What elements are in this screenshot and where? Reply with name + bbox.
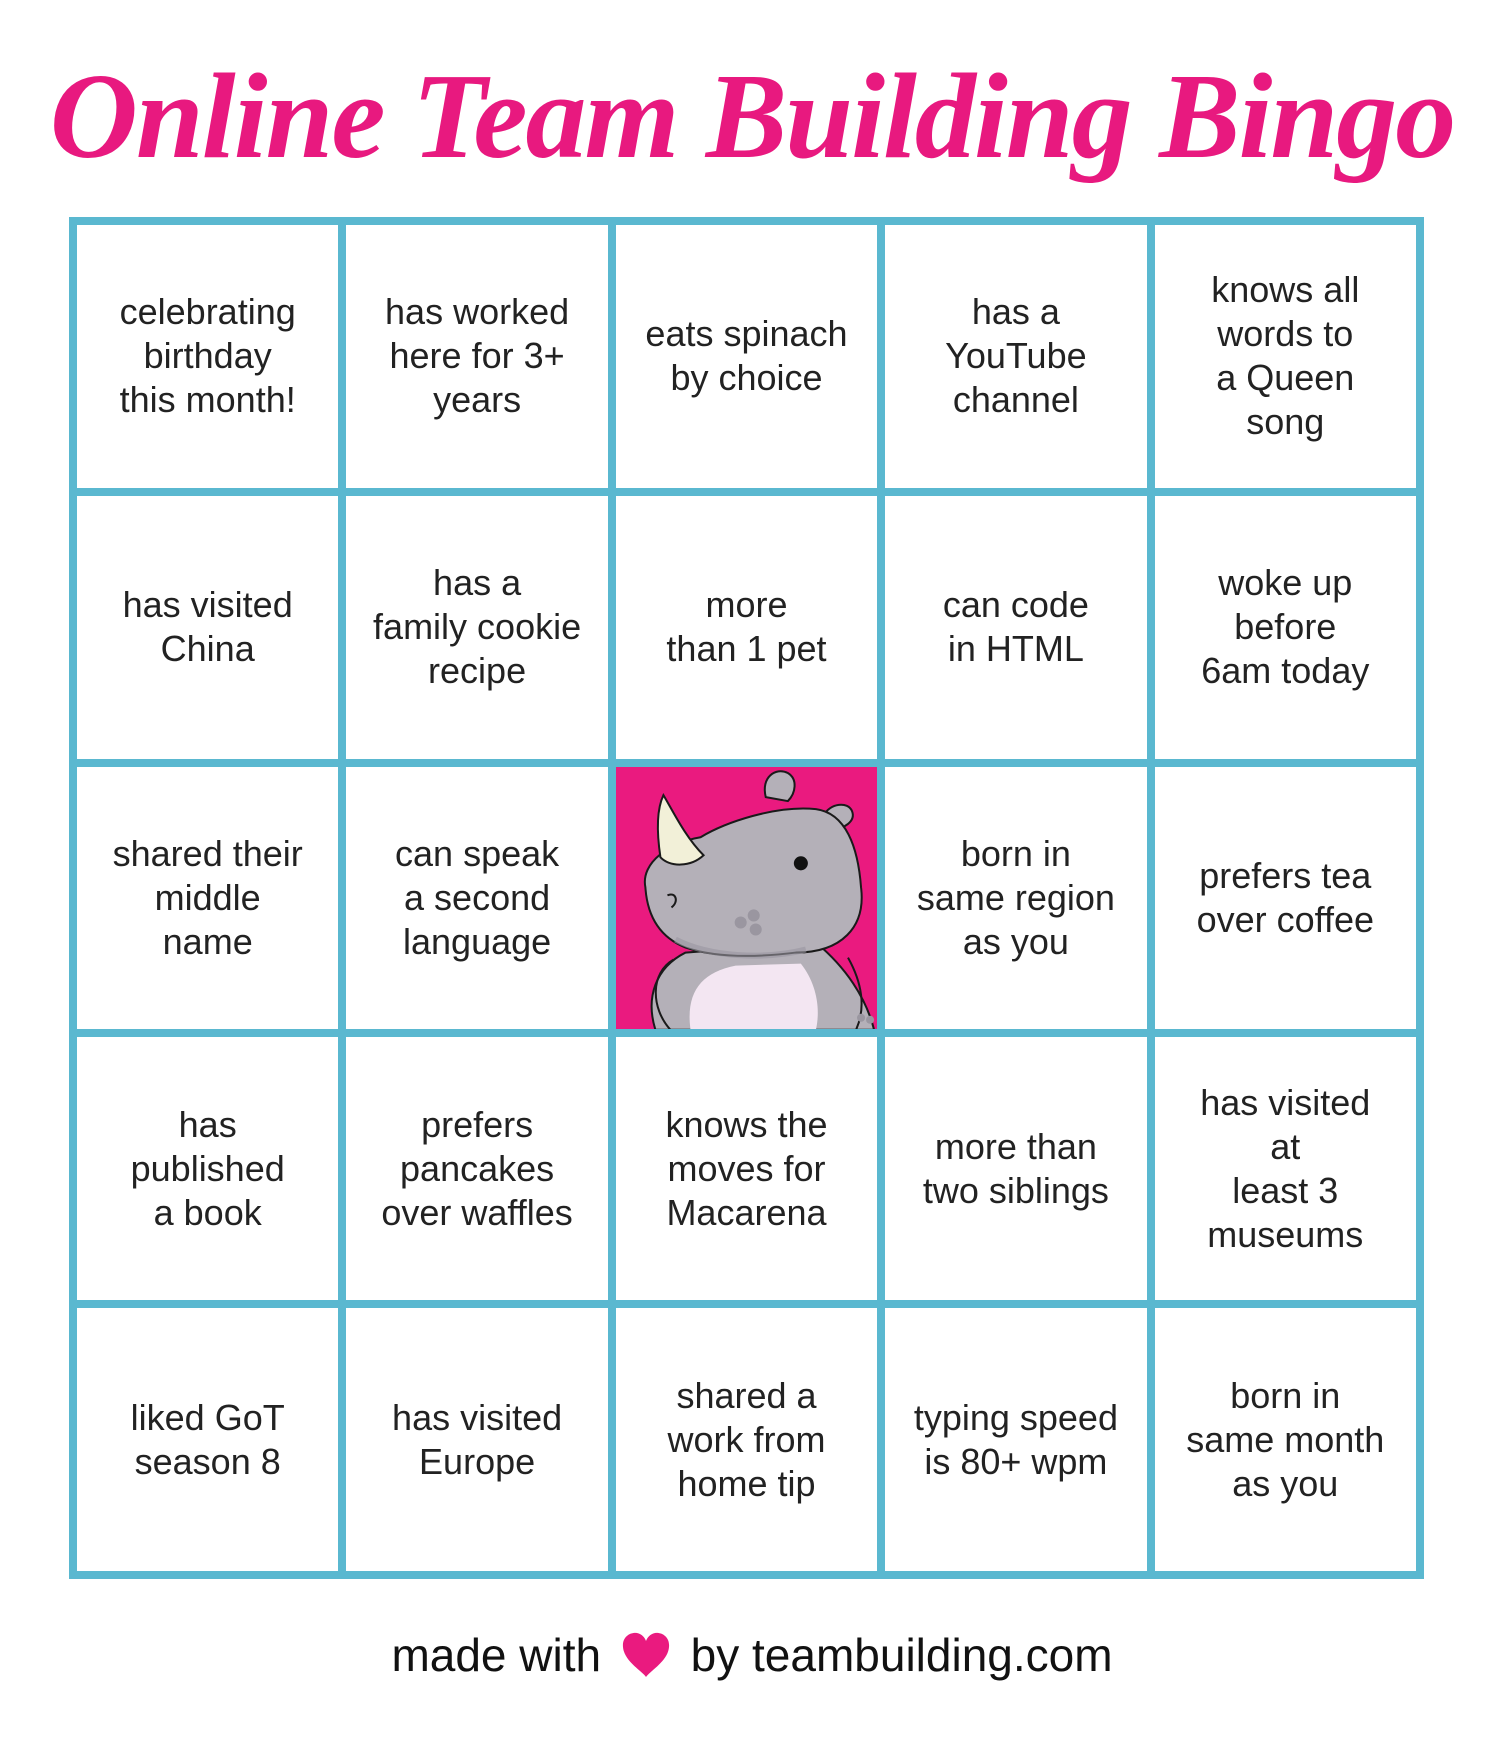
bingo-cell-line: years bbox=[433, 379, 522, 421]
bingo-cell[interactable] bbox=[77, 496, 338, 759]
bingo-cell-line: moves for bbox=[667, 1147, 826, 1189]
bingo-cell-text bbox=[373, 561, 581, 693]
bingo-cell-line: typing speed bbox=[913, 1396, 1118, 1438]
bingo-cell-line: Europe bbox=[419, 1440, 536, 1482]
bingo-cell-line: at bbox=[1270, 1125, 1301, 1167]
bingo-cell-text bbox=[392, 1396, 562, 1484]
bingo-cell-line: knows all bbox=[1211, 269, 1360, 311]
bingo-cell-text bbox=[945, 290, 1086, 422]
bingo-cell[interactable] bbox=[77, 1037, 338, 1300]
bingo-cell-text bbox=[917, 832, 1115, 964]
bingo-cell[interactable] bbox=[885, 496, 1146, 759]
bingo-cell-line: published bbox=[130, 1147, 285, 1189]
bingo-cell-line: work from bbox=[667, 1418, 826, 1460]
bingo-cell-line: more bbox=[705, 584, 788, 626]
bingo-cell-text bbox=[131, 1103, 285, 1235]
bingo-cell-text bbox=[1200, 1081, 1370, 1257]
bingo-cell-text bbox=[666, 583, 826, 671]
bingo-cell-line: same region bbox=[916, 876, 1115, 918]
bingo-cell-line: 6am today bbox=[1201, 650, 1370, 692]
bingo-cell-line: a second bbox=[404, 876, 551, 918]
bingo-cell-line: name bbox=[162, 920, 253, 962]
bingo-cell[interactable] bbox=[346, 1037, 607, 1300]
bingo-cell[interactable] bbox=[1155, 1037, 1416, 1300]
bingo-cell-line: born in bbox=[960, 832, 1071, 874]
bingo-cell[interactable] bbox=[1155, 225, 1416, 488]
bingo-cell-line: born in bbox=[1230, 1374, 1341, 1416]
bingo-cell-line: channel bbox=[952, 379, 1079, 421]
bingo-cell[interactable] bbox=[77, 1308, 338, 1571]
bingo-cell-text bbox=[667, 1374, 825, 1506]
bingo-cell-line: family cookie bbox=[373, 606, 582, 648]
bingo-grid bbox=[69, 217, 1424, 1579]
bingo-cell-text bbox=[1201, 561, 1369, 693]
bingo-cell-line: in HTML bbox=[947, 628, 1084, 670]
bingo-cell-line: home tip bbox=[677, 1462, 816, 1504]
bingo-cell-line: a Queen bbox=[1216, 357, 1355, 399]
bingo-cell-text bbox=[1197, 854, 1374, 942]
bingo-cell-line: shared a bbox=[676, 1374, 817, 1416]
bingo-cell-line: knows the bbox=[665, 1103, 828, 1145]
bingo-cell-line: middle bbox=[154, 876, 261, 918]
bingo-cell-line: over coffee bbox=[1196, 898, 1375, 940]
bingo-cell-line: is 80+ wpm bbox=[924, 1440, 1108, 1482]
bingo-cell-text bbox=[385, 290, 569, 422]
bingo-cell-text bbox=[665, 1103, 827, 1235]
bingo-cell-line: museums bbox=[1207, 1213, 1364, 1255]
bingo-cell-text bbox=[923, 1125, 1109, 1213]
bingo-cell-line: before bbox=[1234, 606, 1337, 648]
bingo-cell-text bbox=[120, 290, 296, 422]
bingo-cell[interactable] bbox=[77, 225, 338, 488]
bingo-cell-line: YouTube bbox=[945, 335, 1087, 377]
bingo-cell-line: as you bbox=[962, 920, 1069, 962]
bingo-cell-line: season 8 bbox=[134, 1440, 281, 1482]
bingo-cell-line: prefers bbox=[421, 1103, 534, 1145]
bingo-cell-line: language bbox=[403, 920, 552, 962]
bingo-cell-line: can code bbox=[942, 584, 1089, 626]
bingo-cell[interactable] bbox=[1155, 767, 1416, 1030]
bingo-cell[interactable] bbox=[616, 496, 877, 759]
bingo-cell-line: can speak bbox=[395, 832, 560, 874]
bingo-cell[interactable] bbox=[616, 1308, 877, 1571]
bingo-cell-line: same month bbox=[1186, 1418, 1385, 1460]
bingo-cell[interactable] bbox=[346, 767, 607, 1030]
bingo-cell-line: more than bbox=[934, 1125, 1097, 1167]
footer-prefix: made with bbox=[391, 1629, 602, 1681]
bingo-cell-line: song bbox=[1246, 401, 1325, 443]
bingo-cell[interactable] bbox=[885, 225, 1146, 488]
footer-suffix: by teambuilding.com bbox=[690, 1629, 1113, 1681]
bingo-cell[interactable] bbox=[885, 767, 1146, 1030]
bingo-cell[interactable] bbox=[346, 225, 607, 488]
bingo-cell-line: woke up bbox=[1218, 562, 1353, 604]
bingo-cell-line: liked GoT bbox=[130, 1396, 285, 1438]
bingo-cell-line: China bbox=[160, 628, 255, 670]
bingo-cell-line: this month! bbox=[119, 379, 296, 421]
bingo-cell-line: has worked bbox=[385, 291, 570, 333]
bingo-cell-line: shared their bbox=[112, 832, 303, 874]
bingo-cell-line: as you bbox=[1232, 1462, 1339, 1504]
bingo-cell-line: birthday bbox=[143, 335, 272, 377]
bingo-cell-line: has visited bbox=[1200, 1081, 1371, 1123]
bingo-cell-text bbox=[1186, 1374, 1384, 1506]
bingo-cell[interactable] bbox=[885, 1037, 1146, 1300]
bingo-cell-line: has a bbox=[971, 291, 1060, 333]
bingo-cell-line: over waffles bbox=[381, 1191, 573, 1233]
bingo-cell-text bbox=[395, 832, 559, 964]
bingo-cell-line: by choice bbox=[670, 357, 823, 399]
bingo-cell-text bbox=[123, 583, 293, 671]
rhino-mascot-icon bbox=[616, 767, 877, 1030]
bingo-cell-line: has a bbox=[433, 562, 522, 604]
bingo-cell-free-space[interactable] bbox=[616, 767, 877, 1030]
bingo-cell-line: than 1 pet bbox=[666, 628, 827, 670]
bingo-cell-text bbox=[131, 1396, 285, 1484]
bingo-cell[interactable] bbox=[1155, 496, 1416, 759]
bingo-cell-text bbox=[943, 583, 1089, 671]
bingo-cell-line: here for 3+ bbox=[389, 335, 565, 377]
bingo-cell-line: a book bbox=[153, 1191, 262, 1233]
footer-credit bbox=[0, 1622, 1504, 1688]
bingo-cell-line: has visited bbox=[122, 584, 293, 626]
bingo-cell-text bbox=[645, 312, 847, 400]
bingo-cell-line: pancakes bbox=[400, 1147, 555, 1189]
bingo-cell-line: celebrating bbox=[119, 291, 296, 333]
heart-icon bbox=[620, 1630, 672, 1678]
bingo-cell-line: least 3 bbox=[1232, 1169, 1339, 1211]
bingo-cell[interactable] bbox=[616, 225, 877, 488]
bingo-cell-line: prefers tea bbox=[1199, 854, 1372, 896]
bingo-cell-line: words to bbox=[1217, 313, 1354, 355]
bingo-cell-text bbox=[914, 1396, 1118, 1484]
bingo-cell[interactable] bbox=[77, 767, 338, 1030]
bingo-cell-line: recipe bbox=[428, 650, 527, 692]
bingo-cell-text bbox=[113, 832, 303, 964]
bingo-cell-line: has bbox=[178, 1103, 237, 1145]
bingo-cell[interactable] bbox=[346, 1308, 607, 1571]
bingo-cell-line: eats spinach bbox=[645, 313, 848, 355]
bingo-cell-line: Macarena bbox=[666, 1191, 827, 1233]
bingo-cell-text bbox=[381, 1103, 572, 1235]
bingo-cell[interactable] bbox=[1155, 1308, 1416, 1571]
bingo-cell[interactable] bbox=[885, 1308, 1146, 1571]
bingo-cell-line: two siblings bbox=[922, 1169, 1109, 1211]
bingo-cell[interactable] bbox=[346, 496, 607, 759]
bingo-cell-text bbox=[1211, 268, 1359, 444]
bingo-cell-line: has visited bbox=[392, 1396, 563, 1438]
bingo-cell[interactable] bbox=[616, 1037, 877, 1300]
page-title: Online Team Building Bingo bbox=[49, 49, 1455, 184]
